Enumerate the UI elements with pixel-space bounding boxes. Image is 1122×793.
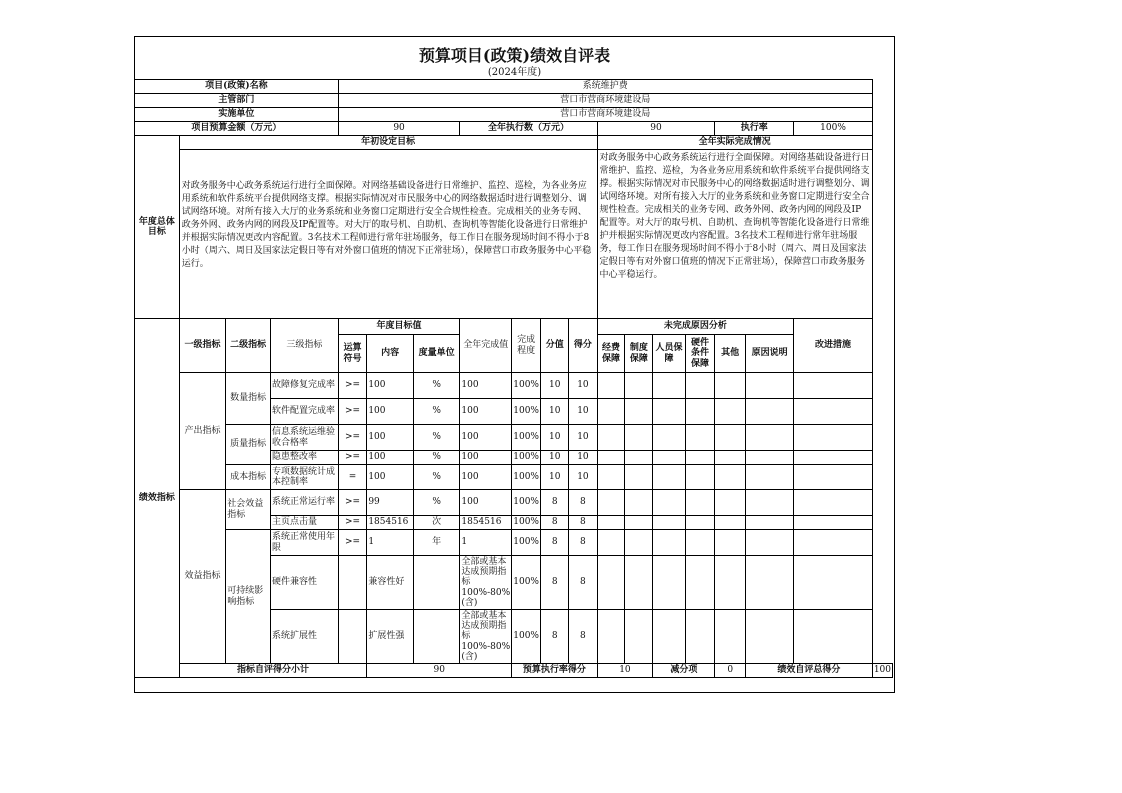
indicator-actual: 1 [460, 530, 512, 556]
indicator-content: 100 [367, 373, 414, 399]
indicator-unit [413, 556, 460, 610]
indicator-operator [338, 556, 367, 610]
indicator-unit: % [413, 451, 460, 465]
indicator-name: 专项数据统计成本控制率 [270, 465, 338, 490]
subtotal-label: 指标自评得分小计 [179, 664, 367, 678]
deduct-value: 0 [715, 664, 746, 678]
exec-value: 90 [597, 122, 715, 136]
dept-value: 营口市营商环境建设局 [338, 94, 872, 108]
group-cost: 成本指标 [226, 465, 271, 490]
header-reason: 未完成原因分析 [597, 319, 794, 335]
indicator-actual: 全部或基本达成预期指标100%-80%(含) [461, 556, 511, 609]
page-subtitle: (2024年度) [487, 67, 542, 78]
total-value: 100 [872, 664, 892, 678]
header-unit: 度量单位 [413, 335, 460, 373]
indicator-degree: 100% [512, 373, 541, 399]
indicator-operator: >= [338, 530, 367, 556]
initial-goal-text: 对政务服务中心政务系统运行进行全面保障。对网络基础设备进行日常维护、监控、巡检，为各业务应用系统和软件系统平台提供网络支撑。根据实际情况对市民服务中心的网络数据适时进行调整划分、调试网络环境。对所有接入大厅的业务系统和业务窗口定期进行安全合规性检查。完成相关的业务专网、政务外网、政务内网的网段及IP配置等。对大厅的取号机、自助机、查询机等智能化设备进行日常维护并根据实际情况更改内容配置。3名技术工程师进行常年驻场服务，每工作日在服务现场时间不得小于8小时（周六、周日及国家法定假日等有对外窗口值班的情况下正常驻场），保障营口市政务服务中心平稳运行。 [179, 150, 597, 319]
indicator-operator: >= [338, 451, 367, 465]
group-quality: 质量指标 [226, 425, 271, 465]
budget-label: 项目预算金额（万元） [135, 122, 339, 136]
indicator-actual: 100 [460, 425, 512, 451]
indicator-operator: >= [338, 490, 367, 516]
indicator-score: 10 [569, 373, 597, 399]
indicator-content: 100 [367, 425, 414, 451]
group-output: 产出指标 [179, 373, 226, 490]
indicator-weight: 8 [541, 610, 569, 664]
deduct-label: 减分项 [653, 664, 715, 678]
header-level3: 三级指标 [270, 319, 338, 373]
indicator-content: 100 [367, 451, 414, 465]
budget-value: 90 [338, 122, 460, 136]
indicator-actual: 100 [460, 451, 512, 465]
exec-score-label: 预算执行率得分 [512, 664, 597, 678]
table-row [135, 373, 893, 399]
indicator-score: 10 [569, 451, 597, 465]
indicator-unit: % [413, 465, 460, 490]
indicator-score: 8 [569, 556, 597, 610]
unit-label: 实施单位 [135, 108, 339, 122]
indicator-degree: 100% [512, 399, 541, 425]
header-reason-other: 其他 [715, 335, 746, 373]
indicator-operator: >= [338, 399, 367, 425]
indicator-actual: 100 [460, 399, 512, 425]
header-measures: 改进措施 [794, 319, 873, 373]
indicator-weight: 8 [541, 490, 569, 516]
header-degree: 完成程度 [512, 319, 541, 373]
rate-value: 100% [794, 122, 873, 136]
total-label: 绩效自评总得分 [745, 664, 872, 678]
table-row [135, 490, 893, 516]
indicator-score: 8 [569, 610, 597, 664]
header-reason-desc: 原因说明 [745, 335, 793, 373]
table-row [135, 465, 893, 490]
actual-goal-text: 对政务服务中心政务系统运行进行全面保障。对网络基础设备进行日常维护、监控、巡检，为各业务应用系统和软件系统平台提供网络支撑。根据实际情况对市民服务中心的网络数据适时进行调整划分、调试网络环境。对所有接入大厅的业务系统和业务窗口定期进行安全合规性检查。完成相关的业务专网、政务外网、政务内网的网段及IP配置等。对大厅的取号机、自助机、查询机等智能化设备进行日常维护并根据实际情况更改内容配置。3名技术工程师进行常年驻场服务，每工作日在服务现场时间不得小于8小时（周六、周日及国家法定假日等有对外窗口值班的情况下正常驻场），保障营口市政务服务中心平稳运行。 [597, 150, 872, 319]
project-name-value: 系统维护费 [338, 80, 872, 94]
indicator-weight: 10 [541, 465, 569, 490]
indicator-weight: 10 [541, 451, 569, 465]
exec-label: 全年执行数（万元） [460, 122, 597, 136]
indicator-unit: % [413, 373, 460, 399]
indicator-name: 信息系统运维验收合格率 [270, 425, 338, 451]
header-reason-staff: 人员保障 [653, 335, 685, 373]
indicator-weight: 8 [541, 516, 569, 530]
indicator-unit [413, 610, 460, 664]
indicator-score: 8 [569, 530, 597, 556]
indicator-name: 系统正常运行率 [270, 490, 338, 516]
group-social: 社会效益指标 [226, 490, 271, 530]
header-score: 得分 [569, 319, 597, 373]
indicator-content: 扩展性强 [367, 610, 414, 664]
indicator-operator: >= [338, 373, 367, 399]
indicator-degree: 100% [512, 516, 541, 530]
indicator-unit: % [413, 425, 460, 451]
indicator-degree: 100% [512, 490, 541, 516]
indicator-content: 兼容性好 [367, 556, 414, 610]
header-content: 内容 [367, 335, 414, 373]
indicator-operator: = [338, 465, 367, 490]
indicator-degree: 100% [512, 556, 541, 610]
header-actual: 全年完成值 [460, 319, 512, 373]
unit-value: 营口市营商环境建设局 [338, 108, 872, 122]
initial-goal-header: 年初设定目标 [179, 136, 597, 150]
indicator-name: 硬件兼容性 [270, 556, 338, 610]
indicator-operator: >= [338, 425, 367, 451]
indicator-weight: 8 [541, 530, 569, 556]
group-sustain: 可持续影响指标 [226, 530, 271, 664]
indicator-score: 8 [569, 490, 597, 516]
header-level1: 一级指标 [179, 319, 226, 373]
indicator-actual: 100 [460, 490, 512, 516]
header-reason-funds: 经费保障 [597, 335, 625, 373]
exec-score-value: 10 [597, 664, 653, 678]
header-level2: 二级指标 [226, 319, 271, 373]
indicator-name: 系统扩展性 [270, 610, 338, 664]
indicator-content: 1854516 [367, 516, 414, 530]
indicator-name: 隐患整改率 [270, 451, 338, 465]
indicator-content: 100 [367, 399, 414, 425]
performance-indicator-label: 绩效指标 [135, 319, 180, 678]
indicator-degree: 100% [512, 451, 541, 465]
indicator-content: 1 [367, 530, 414, 556]
subtotal-value: 90 [367, 664, 512, 678]
indicator-score: 10 [569, 425, 597, 451]
indicator-actual: 100 [460, 465, 512, 490]
indicator-actual: 全部或基本达成预期指标100%-80%(含) [461, 610, 511, 663]
dept-label: 主管部门 [135, 94, 339, 108]
annual-goal-label: 年度总体目标 [135, 136, 180, 319]
header-target: 年度目标值 [338, 319, 460, 335]
indicator-unit: 次 [413, 516, 460, 530]
indicator-score: 8 [569, 516, 597, 530]
indicator-degree: 100% [512, 425, 541, 451]
indicator-actual: 1854516 [460, 516, 512, 530]
indicator-name: 软件配置完成率 [270, 399, 338, 425]
evaluation-sheet [134, 36, 895, 693]
indicator-actual: 100 [460, 373, 512, 399]
indicator-name: 主页点击量 [270, 516, 338, 530]
actual-goal-header: 全年实际完成情况 [597, 136, 872, 150]
table-row [135, 425, 893, 451]
group-benefit: 效益指标 [179, 490, 226, 664]
page-title: 预算项目(政策)绩效自评表 [418, 46, 611, 65]
indicator-content: 100 [367, 465, 414, 490]
table-row [135, 530, 893, 556]
indicator-degree: 100% [512, 465, 541, 490]
indicator-content: 99 [367, 490, 414, 516]
header-operator: 运算符号 [338, 335, 367, 373]
indicator-operator: >= [338, 516, 367, 530]
indicator-operator [338, 610, 367, 664]
group-quantity: 数量指标 [226, 373, 271, 425]
indicator-unit: 年 [413, 530, 460, 556]
header-reason-system: 制度保障 [625, 335, 653, 373]
indicator-weight: 8 [541, 556, 569, 610]
indicator-name: 故障修复完成率 [270, 373, 338, 399]
indicator-degree: 100% [512, 610, 541, 664]
indicator-weight: 10 [541, 425, 569, 451]
indicator-name: 系统正常使用年限 [270, 530, 338, 556]
rate-label: 执行率 [715, 122, 794, 136]
project-name-label: 项目(政策)名称 [135, 80, 339, 94]
indicator-degree: 100% [512, 530, 541, 556]
indicator-weight: 10 [541, 399, 569, 425]
indicator-score: 10 [569, 465, 597, 490]
indicator-weight: 10 [541, 373, 569, 399]
header-weight: 分值 [541, 319, 569, 373]
indicator-unit: % [413, 490, 460, 516]
indicator-unit: % [413, 399, 460, 425]
evaluation-table [134, 79, 893, 678]
indicator-score: 10 [569, 399, 597, 425]
header-reason-hardware: 硬件条件保障 [685, 335, 715, 373]
